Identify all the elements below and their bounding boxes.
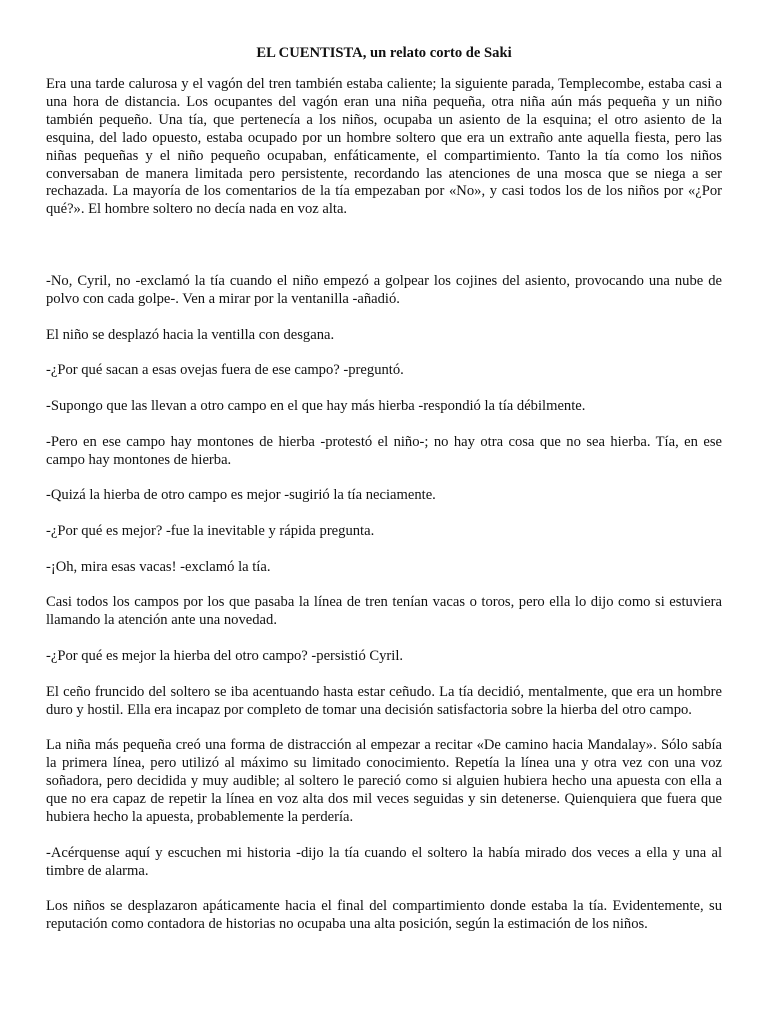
paragraph: Los niños se desplazaron apáticamente hacia el final del compartimiento donde estaba la tía. Evidentemente, su reputación como contadora de historias no ocupaba una alta posición, según la estimación de los niños. [46,898,722,933]
paragraph-intro: Era una tarde calurosa y el vagón del tren también estaba caliente; la siguiente parada, Templecombe, estaba casi a una hora de distancia. Los ocupantes del vagón eran una niña pequeña, otra niña aún más pequeña y un niño también pequeño. Una tía, que pertenecía a los niños, ocupaba un asiento de la esquina; el otro asiento de la esquina, del lado opuesto, estaba ocupado por un hombre soltero que era un extraño ante aquella fiesta, pero las niñas pequeñas y el niño pequeño ocupaban, enfáticamente, el compartimiento. Tanto la tía como los niños conversaban de manera limitada pero persistente, recordando las atenciones de una mosca que se niega a ser rechazada. La mayoría de los comentarios de la tía empezaban por «No», y casi todos los de los niños por «¿Por qué?». El hombre soltero no decía nada en voz alta. [46,76,722,218]
paragraph: -Acérquense aquí y escuchen mi historia -dijo la tía cuando el soltero la había mirado dos veces a ella y una al timbre de alarma. [46,844,722,879]
document-page [46,44,722,952]
paragraph: -¡Oh, mira esas vacas! -exclamó la tía. [46,558,271,575]
paragraph: -¿Por qué sacan a esas ovejas fuera de ese campo? -preguntó. [46,362,404,379]
paragraph: -Supongo que las llevan a otro campo en el que hay más hierba -respondió la tía débilmente. [46,398,586,415]
paragraph: El niño se desplazó hacia la ventilla con desgana. [46,326,335,343]
paragraph: -¿Por qué es mejor? -fue la inevitable y rápida pregunta. [46,523,375,540]
paragraph: El ceño fruncido del soltero se iba acentuando hasta estar ceñudo. La tía decidió, mentalmente, que era un hombre duro y hostil. Ella era incapaz por completo de tomar una decisión satisfactoria sobre la hierba del otro campo. [46,683,722,718]
paragraph: -Pero en ese campo hay montones de hierba -protestó el niño-; no hay otra cosa que no sea hierba. Tía, en ese campo hay montones de hierba. [46,433,722,468]
paragraph: -Quizá la hierba de otro campo es mejor -sugirió la tía neciamente. [46,487,436,504]
paragraph: -No, Cyril, no -exclamó la tía cuando el niño empezó a golpear los cojines del asiento, provocando una nube de polvo con cada golpe-. Ven a mirar por la ventanilla -añadió. [46,273,722,307]
paragraph: -¿Por qué es mejor la hierba del otro campo? -persistió Cyril. [46,648,404,665]
section-gap [46,237,722,273]
paragraph: Casi todos los campos por los que pasaba la línea de tren tenían vacas o toros, pero ella lo dijo como si estuviera llamando la atención ante una novedad. [46,594,722,629]
document-title: EL CUENTISTA, un relato corto de Saki [256,45,512,61]
paragraph: La niña más pequeña creó una forma de distracción al empezar a recitar «De camino hacia Mandalay». Sólo sabía la primera línea, pero utilizó al máximo su limitado conocimiento. Repetía la línea una y otra vez con una voz soñadora, pero decidida y muy audible; al soltero le pareció como si alguien hubiera hecho una apuesta con ella a que no era capaz de repetir la línea en voz alta dos mil veces seguidas y sin detenerse. Quienquiera que fuera que hubiera hecho la apuesta, probablemente la perdería. [46,737,722,826]
